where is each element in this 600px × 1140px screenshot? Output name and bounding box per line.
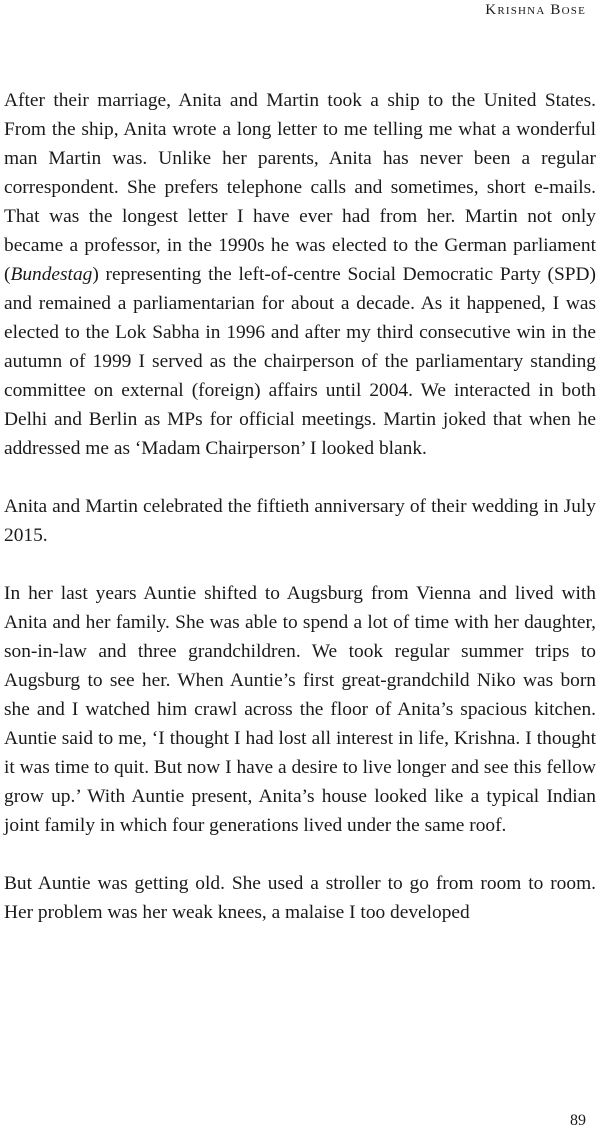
- text-segment: In her last years Auntie shifted to Augsburg from Vienna and lived with Anita and her family. She was able to spend a lot of time with her daughter, son-in-law and three grandchildren. We took regular summer trips to Augsburg to see her. When Auntie’s first great-grandchild Niko was born she and I watched him crawl across the floor of Anita’s spacious kitchen. Auntie said to me, ‘I thought I had lost all interest in life, Krishna. I thought it was time to quit. But now I have a desire to live longer and see this fellow grow up.’ With Auntie present, Anita’s house looked like a typical Indian joint family in which four generations lived under the same roof.: [4, 583, 596, 836]
- paragraph: [4, 579, 596, 840]
- text-segment: ) representing the left-of-centre Social Democratic Party (SPD) and remained a parliamentarian for about a decade. As it happened, I was elected to the Lok Sabha in 1996 and after my third consecutive win in the autumn of 1999 I served as the chairperson of the parliamentary standing committee on external (foreign) affairs until 2004. We interacted in both Delhi and Berlin as MPs for official meetings. Martin joked that when he addressed me as ‘Madam Chairperson’ I looked blank.: [4, 264, 596, 459]
- paragraph: [4, 492, 596, 550]
- text-segment: After their marriage, Anita and Martin took a ship to the United States. From the ship, Anita wrote a long letter to me telling me what a wonderful man Martin was. Unlike her parents, Anita has never been a regular correspondent. She prefers telephone calls and sometimes, short e-mails. That was the longest letter I have ever had from her. Martin not only became a professor, in the 1990s he was elected to the German parliament (: [4, 90, 596, 285]
- body-text: [4, 86, 596, 927]
- text-segment: Anita and Martin celebrated the fiftieth anniversary of their wedding in July 2015.: [4, 496, 596, 546]
- text-segment-italic: Bundestag: [10, 264, 93, 285]
- text-segment: But Auntie was getting old. She used a stroller to go from room to room. Her problem was her weak knees, a malaise I too developed: [4, 873, 596, 923]
- page-number: 89: [570, 1112, 586, 1129]
- paragraph: [4, 86, 596, 463]
- paragraph: [4, 869, 596, 927]
- running-header: Krishna Bose: [485, 2, 586, 18]
